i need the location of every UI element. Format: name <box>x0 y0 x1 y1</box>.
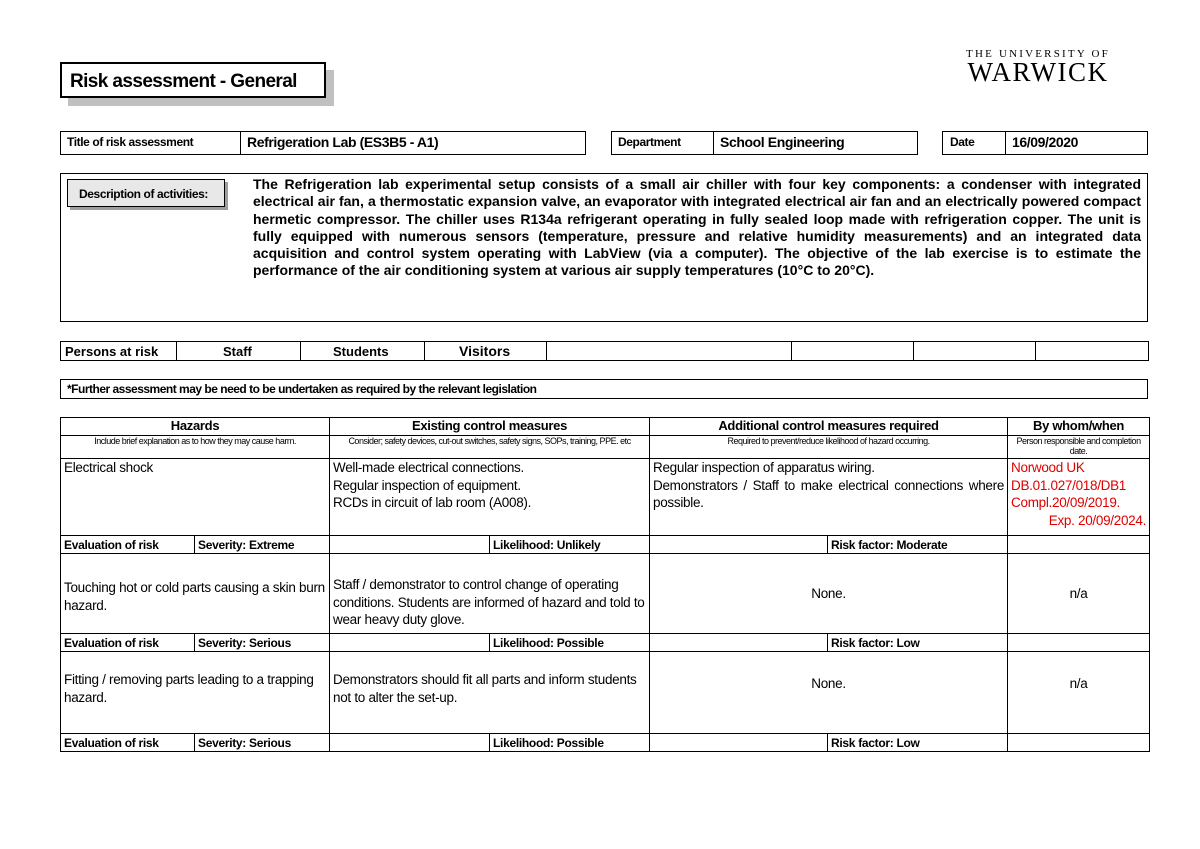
risk-factor-cell: Risk factor: Low <box>828 734 1008 752</box>
description-box <box>60 173 1148 322</box>
date-label: Date <box>950 135 975 149</box>
logo-small-text: THE UNIVERSITY OF <box>966 48 1110 60</box>
university-logo <box>958 48 1118 88</box>
persons-cell: Staff <box>177 342 301 361</box>
blank-cell <box>1008 536 1150 554</box>
table-row <box>61 554 1150 634</box>
severity-cell: Severity: Serious <box>195 634 330 652</box>
title-value: Refrigeration Lab (ES3B5 - A1) <box>247 134 439 150</box>
evaluation-label: Evaluation of risk <box>61 634 195 652</box>
page-title: Risk assessment - General <box>70 71 297 92</box>
blank-cell <box>1008 734 1150 752</box>
subheader-additional: Required to prevent/reduce likelihood of hazard occurring. <box>650 436 1008 459</box>
risk-factor-cell: Risk factor: Low <box>828 634 1008 652</box>
by-whom-line: Compl.20/09/2019. <box>1011 495 1121 510</box>
existing-line: Well-made electrical connections. <box>333 460 524 475</box>
additional-cell: None. <box>650 652 1008 734</box>
additional-line: Demonstrators / Staff to make electrical connections where possible. <box>653 477 1005 510</box>
header-hazards: Hazards <box>61 418 330 436</box>
persons-cell <box>547 342 792 361</box>
by-whom-line: Norwood UK <box>1011 460 1085 475</box>
hazard-cell: Electrical shock <box>61 459 330 536</box>
title-label: Title of risk assessment <box>67 135 194 149</box>
by-whom-line: Exp. 20/09/2024. <box>1048 512 1147 528</box>
subheader-existing: Consider; safety devices, cut-out switches, safety signs, SOPs, training, PPE. etc <box>330 436 650 459</box>
by-whom-cell <box>1008 459 1150 536</box>
description-text: The Refrigeration lab experimental setup consists of a small air chiller with four key components: a condenser with integrated electrical air fan, a thermostatic expansion valve, an evaporator with integrated electrical air fan and an electrically powered compact hermetic compressor. The chiller uses R134a refrigerant operating in fully sealed loop made with refrigeration copper. The unit is fully equipped with numerous sensors (temperature, pressure and relative humidity measurements) and an integrated data acquisition and control system operating with LabView (via a computer). The objective of the lab exercise is to estimate the performance of the air conditioning system at various air supply temperatures (10°C to 20°C). <box>253 176 1141 279</box>
likelihood-cell: Likelihood: Possible <box>490 734 650 752</box>
additional-cell: None. <box>650 554 1008 634</box>
description-label-box <box>67 179 225 207</box>
department-value-cell <box>713 131 918 155</box>
header-additional: Additional control measures required <box>650 418 1008 436</box>
existing-cell <box>330 459 650 536</box>
department-label: Department <box>618 135 681 149</box>
hazard-cell: Touching hot or cold parts causing a skin burn hazard. <box>61 554 330 634</box>
additional-line: Regular inspection of apparatus wiring. <box>653 460 875 475</box>
existing-line: Regular inspection of equipment. <box>333 477 521 493</box>
header-by-whom: By whom/when <box>1008 418 1150 436</box>
likelihood-cell: Likelihood: Possible <box>490 634 650 652</box>
hazards-table <box>60 417 1150 752</box>
department-label-cell <box>611 131 714 155</box>
risk-factor-cell: Risk factor: Moderate <box>828 536 1008 554</box>
existing-cell: Staff / demonstrator to control change of operating conditions. Students are informed of hazard and told to wear heavy duty glove. <box>330 554 650 634</box>
evaluation-label: Evaluation of risk <box>61 734 195 752</box>
persons-cell <box>1036 342 1149 361</box>
evaluation-row <box>61 536 1150 554</box>
description-label: Description of activities: <box>79 187 208 201</box>
title-label-cell <box>60 131 241 155</box>
likelihood-cell: Likelihood: Unlikely <box>490 536 650 554</box>
blank-cell <box>650 634 828 652</box>
header-existing: Existing control measures <box>330 418 650 436</box>
blank-cell <box>650 536 828 554</box>
department-value: School Engineering <box>720 134 845 150</box>
table-row <box>61 459 1150 536</box>
further-assessment-box <box>60 379 1148 399</box>
blank-cell <box>330 734 490 752</box>
by-whom-line: DB.01.027/018/DB1 <box>1011 477 1127 493</box>
date-label-cell <box>942 131 1006 155</box>
title-value-cell <box>240 131 586 155</box>
severity-cell: Severity: Extreme <box>195 536 330 554</box>
subheader-hazards: Include brief explanation as to how they may cause harm. <box>61 436 330 459</box>
severity-cell: Severity: Serious <box>195 734 330 752</box>
persons-cell: Students <box>301 342 425 361</box>
evaluation-row <box>61 634 1150 652</box>
persons-at-risk-table <box>60 341 1149 361</box>
blank-cell <box>330 536 490 554</box>
additional-cell <box>650 459 1008 536</box>
by-whom-cell: n/a <box>1008 554 1150 634</box>
blank-cell <box>1008 634 1150 652</box>
by-whom-cell: n/a <box>1008 652 1150 734</box>
evaluation-row <box>61 734 1150 752</box>
persons-cell: Visitors <box>425 342 547 361</box>
hazard-cell: Fitting / removing parts leading to a trapping hazard. <box>61 652 330 734</box>
further-assessment-note: *Further assessment may be need to be undertaken as required by the relevant legislation <box>67 382 537 396</box>
evaluation-label: Evaluation of risk <box>61 536 195 554</box>
existing-line: RCDs in circuit of lab room (A008). <box>333 495 532 510</box>
date-value-cell <box>1005 131 1148 155</box>
table-row <box>61 652 1150 734</box>
persons-label: Persons at risk <box>61 342 177 361</box>
persons-cell <box>792 342 914 361</box>
date-value: 16/09/2020 <box>1012 134 1079 150</box>
blank-cell <box>650 734 828 752</box>
existing-cell: Demonstrators should fit all parts and inform students not to alter the set-up. <box>330 652 650 734</box>
page-title-box <box>60 62 326 98</box>
persons-cell <box>914 342 1036 361</box>
logo-big-text: WARWICK <box>967 57 1109 87</box>
blank-cell <box>330 634 490 652</box>
subheader-by-whom: Person responsible and completion date. <box>1008 436 1150 459</box>
